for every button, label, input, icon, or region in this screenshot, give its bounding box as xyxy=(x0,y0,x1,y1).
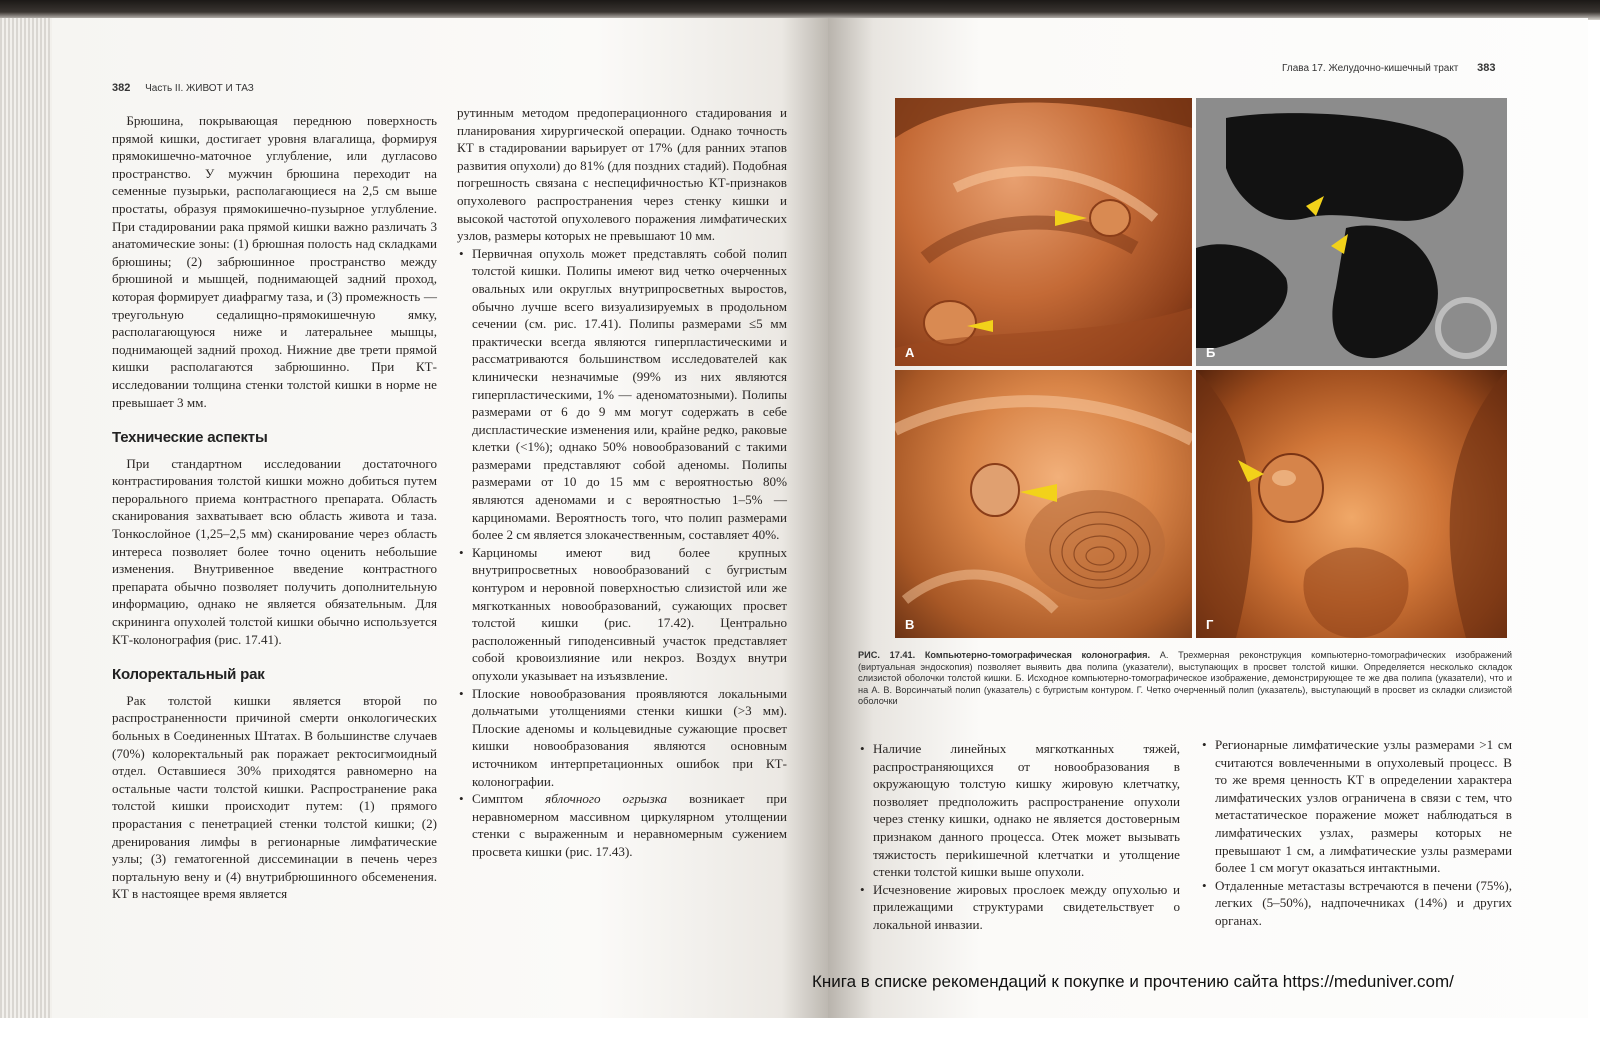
bullet-glyph: • xyxy=(459,544,464,560)
paragraph: рутинным методом предоперационного стадирования и планирования хирургической операции. Однако точность КТ в стадировании варьирует от 17% (для ранних этапов развития опухоли) до 81% (для поздних стадий). Подобная погрешность связана с неспецифичностью КТ-признаков опухолевого распространения через стенку кишки и высокой частотой опухолевого поражения лимфатических узлов, размеры которых не превышают 10 мм. xyxy=(457,105,787,244)
list-item-text: Плоские новообразования проявляются локальными дольчатыми утолщениями стенки кишки (>3 мм). Плоские аденомы и кольцевидные сужающие просвет кишки новообразования являются основным источником интерпретационных ошибок при КТ-колонографии. xyxy=(472,685,787,789)
right-column-1 xyxy=(858,740,1180,934)
bullet-list xyxy=(457,245,787,861)
list-item-text: Карциномы имеют вид более крупных внутрипросветных новообразований с бугристым контуром и неровной поверхностью слизистой или же мягкотканных новообразований, сужающих просвет толстой кишки (рис. 17.42). Центрально расположенный гиподенсивный участок представляет собой кровоизлияние или некроз. Воздух внутри опухоли указывает на изъязвление. xyxy=(472,544,787,683)
bullet-glyph: • xyxy=(459,245,464,261)
paragraph: При стандартном исследовании достаточного контрастирования толстой кишки можно добиться путем перорального приема контрастного препарата. Область сканирования захватывает всю область живота и таза. Тонкослойное (1,25–2,5 мм) сканирование через область интереса позволяет более точно оценить небольшие изменения. Внутривенное введение контрастного препарата обычно позволяет получить дополнительную информацию, однако не является обязательным. Для скрининга опухолей толстой кишки обычно используется КТ-колонография (рис. 17.41). xyxy=(112,455,437,647)
left-head-title: Часть II. ЖИВОТ И ТАЗ xyxy=(145,83,254,94)
figure-panel-a xyxy=(895,98,1192,366)
figure-panel-c xyxy=(895,370,1192,638)
list-item xyxy=(1200,877,1512,930)
list-item-text: Первичная опухоль может представлять собой полип толстой кишки. Полипы имеют вид четко очерченных овальных или округлых внутрипросветных выростов, обычно лучше всего визуализируемых в продольном сечении (см. рис. 17.41). Полипы размерами ≤5 мм практически всегда являются гиперпластическими и рассматриваются большинством исследователей как клинически незначимые (99% из них являются гиперпластическими, 1% — аденоматозными). Полипы размерами от 6 до 9 мм могут содержать в себе диспластические изменения или, крайне редко, раковые клетки (<1%); однако 50% новообразований с такими размерами представляют собой аденомы. Полипы размерами от 10 до 15 мм с вероятностью 80% являются аденомами и с вероятностью 1–5% — карциномами. Вероятность того, что полип размерами более 2 см является злокачественным, составляет 40%. xyxy=(472,245,787,543)
list-item xyxy=(457,245,787,544)
left-running-head xyxy=(112,82,254,94)
endoscopy-image-a xyxy=(895,98,1192,366)
section-heading: Технические аспекты xyxy=(112,429,268,447)
endoscopy-image-c xyxy=(895,370,1192,638)
right-head-title: Глава 17. Желудочно-кишечный тракт xyxy=(1282,63,1459,74)
figure-caption xyxy=(858,650,1512,708)
list-item xyxy=(457,685,787,791)
emphasis-term: яблочного огрызка xyxy=(545,791,668,807)
figure-panel-d xyxy=(1196,370,1507,638)
list-item-text: Наличие линейных мягкотканных тяжей, распространяющихся от новообразования в окружающую толстую кишку жировую клетчатку, позволяет предположить распространение опухоли через стенку кишки, однако не является достоверным признаком данного процесса. Отек может вызывать тяжистость периkишечной клетчатки и утолщение стенки толстой кишки выше опухоли. xyxy=(873,741,1180,880)
page-stack-edge xyxy=(0,18,56,1018)
list-item-text: Симптом xyxy=(472,791,546,807)
list-item xyxy=(858,881,1180,934)
left-column-1 xyxy=(112,112,437,903)
panel-label: А xyxy=(905,345,915,360)
bullet-glyph: • xyxy=(860,741,865,756)
panel-label: В xyxy=(905,617,915,632)
right-running-head xyxy=(1282,62,1496,74)
panel-label: Б xyxy=(1206,345,1216,360)
list-item-text: возникает при неравномерном массивном циркулярном утолщении стенки с выраженным и неравномерным сужением просвета кишки (рис. 17.43). xyxy=(472,791,787,859)
list-item-text: Исчезновение жировых прослоек между опухолью и прилежащими структурами свидетельствует о локальной инвазии. xyxy=(873,881,1180,932)
book-top-edge xyxy=(0,0,1600,20)
panel-label: Г xyxy=(1206,617,1214,632)
list-item xyxy=(858,740,1180,881)
bullet-glyph: • xyxy=(1202,877,1207,893)
caption-text: А. Трехмерная реконструкция компьютерно-томографических изображений (виртуальная эндоскопия) позволяет выявить два полипа (указатели), выступающих в просвет толстой кишки. Определяется несколько складок слизистой оболочки толстой кишки. Б. Исходное компьютерно-томографическое изображение, демонстрирующее те же два полипа (указатели), что и на А. В. Ворсинчатый полип (указатель) с бугристым контуром. Г. Четко очерченный полип (указатель), выступающий в просвет из складки слизистой оболочки xyxy=(858,650,1512,707)
paragraph: Брюшина, покрывающая переднюю поверхность прямой кишки, достигает уровня влагалища, формируя прямокишечно-маточное углубление, или дугласово пространство. У мужчин брюшина переходит на семенные пузырьки, располагающиеся на 2,5 см выше простаты, образуя прямокишечно-пузырное углубление. При стадировании рака прямой кишки важно различать 3 анатомические зоны: (1) брюшная полость над складками брюшины; (2) забрюшинное пространство между брюшиной и мышцей, поднимающей задний проход, которая формирует диафрагму таза, и (3) промежность — треугольную седалищно-прямокишечную ямку, располагающуюся ниже и латеральнее мышцы, поднимающей задний проход. Нижние две трети прямой кишки располагаются забрюшинно. При КТ-исследовании толщина стенки толстой кишки в норме не превышает 3 мм. xyxy=(112,113,437,410)
website-note: Книга в списке рекомендаций к покупке и прочтению сайта https://meduniver.com/ xyxy=(812,972,1454,991)
list-item xyxy=(457,790,787,860)
caption-title: РИС. 17.41. Компьютерно-томографическая колонография. xyxy=(858,650,1151,660)
list-item xyxy=(1200,736,1512,877)
bullet-list xyxy=(858,740,1180,934)
bullet-glyph: • xyxy=(1202,737,1207,752)
figure-17-41 xyxy=(895,98,1507,638)
section-heading: Колоректальный рак xyxy=(112,666,265,684)
bullet-glyph: • xyxy=(459,791,464,807)
bullet-glyph: • xyxy=(860,881,865,897)
right-column-2 xyxy=(1200,736,1512,930)
list-item xyxy=(457,544,787,685)
left-column-2 xyxy=(457,104,787,861)
list-item-text: Отдаленные метастазы встречаются в печени (75%), легких (5–50%), надпочечниках (14%) и других органах. xyxy=(1215,877,1512,928)
list-item-text: Регионарные лимфатические узлы размерами >1 см считаются вовлеченными в опухолевый процесс. В то же время ценность КТ в определении характера лимфатических узлов ограничена в связи с тем, что метастатическое поражение может наблюдаться в лимфатических узлах, размеры которых не превышают 1 см, а лимфатические узлы размерами более 1 см могут оказаться интактными. xyxy=(1215,737,1512,876)
bullet-list xyxy=(1200,736,1512,930)
left-page-number: 382 xyxy=(112,82,131,94)
endoscopy-image-d xyxy=(1196,370,1507,638)
bullet-glyph: • xyxy=(459,685,464,701)
right-page-number: 383 xyxy=(1477,62,1496,74)
paragraph: Рак толстой кишки является второй по распространенности причиной смерти онкологических больных в Соединенных Штатах. В большинстве случаев (70%) колоректальный рак поражает ректосигмоидный отдел. Оставшиеся 30% приходятся равномерно на остальные части толстой кишки. Распространение рака толстой кишки происходит путем: (1) прямого прорастания с пенетрацией стенки толстой кишки; (2) дренирования лимфы в регионарные лимфатические узлы; (3) гематогенной диссеминации в печень через портальную вену и (4) внутрибрюшинного обсеменения. КТ в настоящее время является xyxy=(112,692,437,902)
ct-image-b xyxy=(1196,98,1507,366)
figure-panel-b xyxy=(1196,98,1507,366)
